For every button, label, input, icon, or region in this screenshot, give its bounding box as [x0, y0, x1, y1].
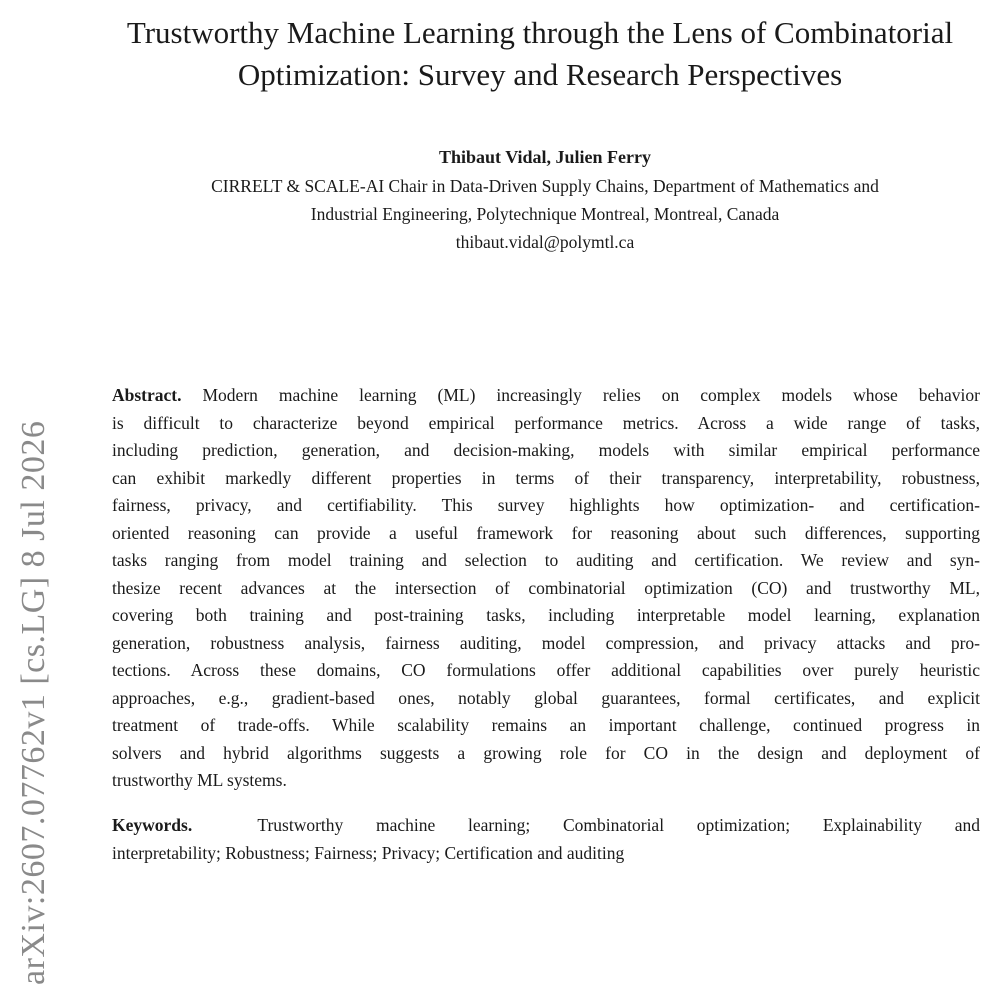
abstract-line: fairness, privacy, and certifiability. This survey highlights how optimization- and certification-	[112, 495, 980, 515]
author-affiliation	[100, 172, 990, 256]
author-list: Thibaut Vidal, Julien Ferry	[438, 147, 652, 167]
abstract-line: approaches, e.g., gradient-based ones, notably global guarantees, formal certificates, and explicit	[112, 687, 980, 708]
abstract-line: thesize recent advances at the intersection of combinatorial optimization (CO) and trustworthy ML,	[112, 577, 980, 598]
keywords-section	[112, 812, 980, 867]
affiliation-line-2: Industrial Engineering, Polytechnique Montreal, Montreal, Canada	[310, 204, 780, 224]
abstract-line: including prediction, generation, and decision-making, models with similar empirical performance	[112, 440, 980, 460]
abstract-line: solvers and hybrid algorithms suggests a growing role for CO in the design and deployment of	[112, 742, 980, 763]
abstract-line: can exhibit markedly different properties in terms of their transparency, interpretability, robustness,	[112, 467, 980, 488]
abstract-line: generation, robustness analysis, fairness auditing, model compression, and privacy attacks and pro-	[112, 632, 980, 653]
abstract-line: tections. Across these domains, CO formulations offer additional capabilities over purely heuristic	[112, 660, 980, 680]
keywords-label: Keywords.	[112, 815, 193, 835]
author-email: thibaut.vidal@polymtl.ca	[455, 232, 635, 252]
abstract-line: is difficult to characterize beyond empirical performance metrics. Across a wide range of tasks,	[112, 412, 980, 433]
keywords-first-line	[112, 812, 980, 840]
abstract-first-line	[112, 382, 980, 410]
keywords-line: Trustworthy machine learning; Combinatorial optimization; Explainability and	[257, 815, 980, 835]
abstract-section	[112, 382, 980, 795]
abstract-line: covering both training and post-training tasks, including interpretable model learning, explanation	[112, 605, 980, 625]
affiliation-line-1: CIRRELT & SCALE-AI Chair in Data-Driven Supply Chains, Department of Mathematics and	[211, 176, 879, 196]
paper-title-line-1: Trustworthy Machine Learning through the Lens of Combinatorial	[126, 15, 954, 50]
abstract-line: trustworthy ML systems.	[112, 770, 287, 790]
keywords-line: interpretability; Robustness; Fairness; Privacy; Certification and auditing	[112, 842, 625, 863]
abstract-line: treatment of trade-offs. While scalability remains an important challenge, continued progress in	[112, 715, 980, 735]
abstract-line: Modern machine learning (ML) increasingly relies on complex models whose behavior	[202, 385, 980, 405]
paper-title	[100, 12, 980, 96]
abstract-line: oriented reasoning can provide a useful framework for reasoning about such differences, supporting	[112, 522, 980, 543]
paper-title-line-2: Optimization: Survey and Research Perspectives	[237, 57, 843, 92]
abstract-label: Abstract.	[112, 385, 182, 405]
abstract-line: tasks ranging from model training and selection to auditing and certification. We review and syn-	[112, 550, 980, 570]
arxiv-identifier-stamp: arXiv:2607.07762v1 [cs.LG] 8 Jul 2026	[15, 420, 52, 985]
